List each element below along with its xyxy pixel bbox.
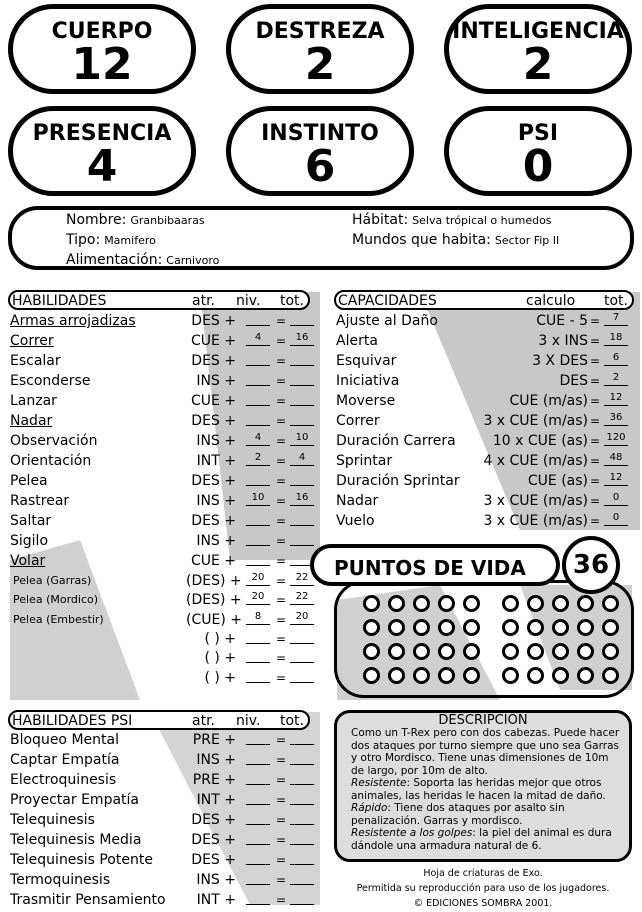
stat-destreza <box>226 4 414 94</box>
equals-sign: = <box>276 394 287 408</box>
col-calculo: calculo <box>526 293 576 309</box>
skill-attr: (DES) + <box>186 573 242 589</box>
health-circle[interactable] <box>438 667 455 684</box>
info-habitat <box>352 212 552 228</box>
psi-niv[interactable] <box>246 750 270 765</box>
info-mundos <box>352 232 559 248</box>
capacity-name: Correr <box>336 413 380 429</box>
tipo-value: Mamifero <box>104 234 156 247</box>
capacity-tot[interactable]: 12 <box>604 391 628 406</box>
puntos-de-vida-banner <box>310 544 560 586</box>
skill-tot[interactable] <box>290 471 314 486</box>
health-circle[interactable] <box>602 595 619 612</box>
mundos-value: Sector Fip II <box>494 234 560 247</box>
psi-title: HABILIDADES PSI <box>12 713 133 729</box>
golpes-label: Resistente a los golpes <box>351 827 473 839</box>
capacity-row <box>336 351 632 371</box>
equals-sign: = <box>589 354 600 368</box>
skill-niv[interactable]: 20 <box>246 590 270 605</box>
stat-presencia <box>8 106 196 196</box>
psi-name: Trasmitir Pensamiento <box>10 892 166 908</box>
psi-attr: INT + <box>196 892 236 908</box>
skill-tot[interactable]: 16 <box>290 331 314 346</box>
capacity-calc: 4 x CUE (m/as) <box>483 453 588 469</box>
nombre-value: Granbibaaras <box>130 214 205 227</box>
capacity-calc: CUE - 5 <box>536 313 588 329</box>
stat-name: INSTINTO <box>261 121 379 146</box>
health-circle[interactable] <box>438 643 455 660</box>
equals-sign: = <box>276 414 287 428</box>
health-circle[interactable] <box>552 619 569 636</box>
habilidades-header <box>8 290 310 310</box>
skill-niv[interactable] <box>246 411 270 426</box>
capacity-tot[interactable]: 0 <box>604 511 628 526</box>
habilidades-title: HABILIDADES <box>12 293 107 309</box>
health-circle[interactable] <box>602 619 619 636</box>
equals-sign: = <box>589 514 600 528</box>
health-circle[interactable] <box>413 619 430 636</box>
col-niv: niv. <box>236 713 261 729</box>
capacity-name: Nadar <box>336 493 379 509</box>
health-circle[interactable] <box>463 667 480 684</box>
stat-value: 0 <box>522 141 554 192</box>
info-tipo <box>66 232 156 248</box>
stat-name: CUERPO <box>51 19 153 44</box>
capacity-row <box>336 451 632 471</box>
skill-tot[interactable] <box>290 351 314 366</box>
capacity-calc: 3 x INS <box>538 333 588 349</box>
stat-name: INTELIGENCIA <box>452 19 624 44</box>
psi-tot[interactable] <box>290 730 314 745</box>
health-circle[interactable] <box>413 595 430 612</box>
capacity-row <box>336 371 632 391</box>
health-circle[interactable] <box>463 595 480 612</box>
skill-attr: DES + <box>191 513 236 529</box>
nombre-label: Nombre: <box>66 212 127 228</box>
capacity-calc: CUE (as) <box>527 473 588 489</box>
psi-name: Captar Empatía <box>10 752 120 768</box>
psi-name: Electroquinesis <box>10 772 117 788</box>
health-circle[interactable] <box>502 595 519 612</box>
equals-sign: = <box>589 394 600 408</box>
psi-niv[interactable] <box>246 810 270 825</box>
capacity-name: Alerta <box>336 333 378 349</box>
skill-attr: (DES) + <box>186 592 242 609</box>
skill-niv[interactable] <box>246 511 270 526</box>
equals-sign: = <box>589 414 600 428</box>
health-circle[interactable] <box>388 643 405 660</box>
stat-inteligencia <box>444 4 632 94</box>
stat-name: PSI <box>517 121 559 146</box>
skill-tot[interactable]: 4 <box>290 451 314 466</box>
psi-attr: INS + <box>196 752 236 768</box>
skill-niv[interactable] <box>246 471 270 486</box>
psi-tot[interactable] <box>290 790 314 805</box>
skill-name: Esconderse <box>10 373 91 389</box>
skill-name: Armas arrojadizas <box>10 313 136 329</box>
health-circle[interactable] <box>602 643 619 660</box>
equals-sign: = <box>276 334 287 348</box>
skill-name: Pelea (Embestir) <box>13 612 104 626</box>
skill-attr: ( ) + <box>204 669 236 686</box>
psi-name: Termoquinesis <box>10 872 111 888</box>
descripcion-box <box>334 710 632 862</box>
skill-tot[interactable] <box>290 371 314 386</box>
skill-name: Correr <box>10 333 54 349</box>
capacity-tot[interactable]: 6 <box>604 351 628 366</box>
equals-sign: = <box>276 670 287 685</box>
habitat-value: Selva trópical o humedos <box>412 214 552 227</box>
psi-header <box>8 710 310 730</box>
skill-name: Escalar <box>10 353 61 369</box>
skill-tot[interactable] <box>290 411 314 426</box>
equals-sign: = <box>276 354 287 368</box>
skill-name: Pelea <box>10 473 48 489</box>
skill-tot[interactable]: 16 <box>290 491 314 506</box>
rapido-label: Rápido <box>351 802 388 814</box>
health-circle[interactable] <box>463 643 480 660</box>
skill-niv[interactable] <box>246 311 270 326</box>
stat-name: PRESENCIA <box>32 121 172 146</box>
stat-value: 6 <box>304 141 336 192</box>
psi-name: Proyectar Empatía <box>10 792 139 808</box>
equals-sign: = <box>276 631 287 646</box>
info-alimentacion <box>66 252 219 268</box>
capacity-name: Sprintar <box>336 453 393 469</box>
psi-attr: DES + <box>191 832 236 848</box>
capacity-calc: DES <box>559 373 588 389</box>
skill-tot[interactable] <box>290 511 314 526</box>
stat-cuerpo <box>8 4 196 94</box>
skill-name: Observación <box>10 433 98 449</box>
psi-tot[interactable] <box>290 850 314 865</box>
rapido-text: : Tiene dos ataques por asalto sin penalización. Garras y mordisco. <box>351 802 565 827</box>
skill-attr: ( ) + <box>204 630 236 647</box>
health-circle[interactable] <box>502 643 519 660</box>
skill-attr: INS + <box>196 493 236 509</box>
equals-sign: = <box>589 314 600 328</box>
equals-sign: = <box>276 454 287 468</box>
col-atr: atr. <box>192 293 215 309</box>
health-circle[interactable] <box>602 667 619 684</box>
equals-sign: = <box>276 833 287 847</box>
capacity-tot[interactable]: 18 <box>604 331 628 346</box>
capacity-name: Vuelo <box>336 513 375 529</box>
equals-sign: = <box>589 334 600 348</box>
capacity-row <box>336 431 632 451</box>
descripcion-title: DESCRIPCIÓN <box>438 713 528 728</box>
skill-name: Volar <box>10 553 46 569</box>
health-circle[interactable] <box>552 595 569 612</box>
creature-info-box <box>8 206 634 270</box>
psi-attr: INS + <box>196 872 236 888</box>
equals-sign: = <box>276 873 287 887</box>
equals-sign: = <box>276 593 287 608</box>
psi-niv[interactable] <box>246 770 270 785</box>
psi-tot[interactable] <box>290 870 314 885</box>
psi-tot[interactable] <box>290 890 314 905</box>
skill-niv[interactable] <box>246 648 270 663</box>
skill-attr: INS + <box>196 433 236 449</box>
psi-attr: INT + <box>196 792 236 808</box>
skill-tot[interactable] <box>290 668 314 683</box>
psi-attr: PRE + <box>192 772 236 788</box>
capacity-name: Esquivar <box>336 353 397 369</box>
psi-attr: PRE + <box>192 732 236 748</box>
capacity-name: Duración Sprintar <box>336 473 460 489</box>
stat-value: 12 <box>71 39 133 90</box>
stat-psi <box>444 106 632 196</box>
equals-sign: = <box>276 434 287 448</box>
capacity-tot[interactable]: 2 <box>604 371 628 386</box>
skill-name: Pelea (Mordico) <box>13 593 99 607</box>
capacity-tot[interactable]: 36 <box>604 411 628 426</box>
skill-attr: CUE + <box>190 553 236 569</box>
health-circles-box <box>334 580 634 698</box>
equals-sign: = <box>276 374 287 388</box>
psi-tot[interactable] <box>290 810 314 825</box>
puntos-de-vida-title: PUNTOS DE VIDA <box>334 556 526 580</box>
skill-attr: CUE + <box>190 333 236 349</box>
capacity-tot[interactable]: 48 <box>604 451 628 466</box>
psi-niv[interactable] <box>246 730 270 745</box>
skill-attr: INT + <box>196 453 236 469</box>
stat-value: 2 <box>304 39 336 90</box>
skill-attr: (CUE) + <box>186 611 242 628</box>
health-circle[interactable] <box>577 667 594 684</box>
skill-niv[interactable] <box>246 391 270 406</box>
health-circle[interactable] <box>552 667 569 684</box>
descripcion-text <box>351 727 623 852</box>
skill-tot[interactable]: 10 <box>290 431 314 446</box>
health-circle[interactable] <box>363 643 380 660</box>
psi-niv[interactable] <box>246 790 270 805</box>
skill-niv[interactable] <box>246 668 270 683</box>
health-circle[interactable] <box>438 619 455 636</box>
capacity-row <box>336 471 632 491</box>
equals-sign: = <box>276 534 287 548</box>
equals-sign: = <box>589 374 600 388</box>
capacity-calc: 3 x CUE (m/as) <box>483 513 588 529</box>
equals-sign: = <box>276 554 287 568</box>
capacity-calc: 10 x CUE (as) <box>492 433 588 449</box>
skill-tot[interactable] <box>290 311 314 326</box>
equals-sign: = <box>276 314 287 328</box>
equals-sign: = <box>276 793 287 807</box>
equals-sign: = <box>276 514 287 528</box>
skill-tot[interactable] <box>290 648 314 663</box>
equals-sign: = <box>276 494 287 508</box>
col-niv: niv. <box>236 293 261 309</box>
skill-attr: DES + <box>191 353 236 369</box>
skill-niv[interactable] <box>246 371 270 386</box>
skill-attr: DES + <box>191 473 236 489</box>
skill-attr: ( ) + <box>204 650 236 667</box>
health-circle[interactable] <box>363 619 380 636</box>
psi-name: Telequinesis Potente <box>10 852 153 868</box>
skill-tot[interactable]: 22 <box>290 590 314 605</box>
col-tot: tot. <box>604 293 628 309</box>
stat-instinto <box>226 106 414 196</box>
capacity-name: Duración Carrera <box>336 433 456 449</box>
equals-sign: = <box>589 434 600 448</box>
health-circle[interactable] <box>388 595 405 612</box>
equals-sign: = <box>589 494 600 508</box>
skill-attr: DES + <box>191 313 236 329</box>
stat-value: 2 <box>522 39 554 90</box>
health-circle[interactable] <box>463 619 480 636</box>
psi-tot[interactable] <box>290 770 314 785</box>
stat-name: DESTREZA <box>255 19 385 44</box>
alimentacion-value: Carnivoro <box>166 254 220 267</box>
health-circle[interactable] <box>527 595 544 612</box>
capacity-calc: 3 X DES <box>532 353 588 369</box>
descripcion-p1: Como un T-Rex pero con dos cabezas. Puede hacer dos ataques por turno siempre que uno sea Garras y otro Mordisco. Tiene unas dimensiones de 10m de largo, por 10m de alto. <box>351 727 620 777</box>
resistente-text: : Soporta las heridas mejor que otros animales, las heridas le hacen la mitad de daño. <box>351 777 606 802</box>
capacity-row <box>336 311 632 331</box>
footer-line2: Permitida su reproducción para uso de los jugadores. <box>356 883 610 894</box>
stat-value: 4 <box>86 141 118 192</box>
skill-attr: INS + <box>196 533 236 549</box>
psi-niv[interactable] <box>246 870 270 885</box>
capacity-row <box>336 411 632 431</box>
health-circle[interactable] <box>577 643 594 660</box>
equals-sign: = <box>589 454 600 468</box>
equals-sign: = <box>276 893 287 907</box>
skill-name: Orientación <box>10 453 92 469</box>
skill-niv[interactable]: 4 <box>246 331 270 346</box>
capacity-name: Ajuste al Daño <box>336 313 438 329</box>
health-circle[interactable] <box>527 643 544 660</box>
health-circle[interactable] <box>552 643 569 660</box>
skill-niv[interactable] <box>246 531 270 546</box>
skill-niv[interactable]: 4 <box>246 431 270 446</box>
col-tot: tot. <box>280 293 304 309</box>
psi-tot[interactable] <box>290 830 314 845</box>
psi-name: Telequinesis Media <box>10 832 142 848</box>
capacity-name: Moverse <box>336 393 396 409</box>
resistente-label: Resistente <box>351 777 407 789</box>
golpes-text: : la piel del animal es dura dándole una armadura natural de 6. <box>351 827 612 852</box>
health-circle[interactable] <box>438 595 455 612</box>
psi-attr: DES + <box>191 812 236 828</box>
health-circle[interactable] <box>413 643 430 660</box>
puntos-de-vida-value: 36 <box>562 536 620 594</box>
skill-niv[interactable]: 10 <box>246 491 270 506</box>
psi-name: Telequinesis <box>10 812 95 828</box>
health-circle[interactable] <box>363 595 380 612</box>
habitat-label: Hábitat: <box>352 212 409 228</box>
equals-sign: = <box>276 773 287 787</box>
col-atr: atr. <box>192 713 215 729</box>
footer-line3: © EDICIONES SOMBRA 2001. <box>413 898 553 909</box>
info-nombre <box>66 212 205 228</box>
psi-niv[interactable] <box>246 850 270 865</box>
psi-niv[interactable] <box>246 830 270 845</box>
health-circle[interactable] <box>527 619 544 636</box>
health-circle[interactable] <box>363 667 380 684</box>
capacity-tot[interactable]: 7 <box>604 311 628 326</box>
skill-name: Sigilo <box>10 533 49 549</box>
skill-niv[interactable] <box>246 629 270 644</box>
skill-tot[interactable]: 20 <box>290 610 314 625</box>
skill-niv[interactable] <box>246 351 270 366</box>
health-circle[interactable] <box>502 667 519 684</box>
equals-sign: = <box>589 474 600 488</box>
skill-niv[interactable]: 2 <box>246 451 270 466</box>
capacity-row <box>336 491 632 511</box>
capacity-tot[interactable]: 12 <box>604 471 628 486</box>
equals-sign: = <box>276 853 287 867</box>
equals-sign: = <box>276 651 287 666</box>
skill-tot[interactable] <box>290 629 314 644</box>
skill-name: Pelea (Garras) <box>13 574 92 587</box>
equals-sign: = <box>276 733 287 747</box>
capacity-tot[interactable]: 120 <box>604 431 628 446</box>
skill-tot[interactable] <box>290 531 314 546</box>
skill-attr: DES + <box>191 413 236 429</box>
equals-sign: = <box>276 612 287 627</box>
psi-niv[interactable] <box>246 890 270 905</box>
alimentacion-label: Alimentación: <box>66 252 163 268</box>
health-circle[interactable] <box>502 619 519 636</box>
capacity-calc: 3 x CUE (m/as) <box>483 413 588 429</box>
capacity-row <box>336 391 632 411</box>
equals-sign: = <box>276 474 287 488</box>
skill-attr: CUE + <box>190 393 236 409</box>
skill-tot[interactable]: 22 <box>290 571 314 586</box>
psi-name: Bloqueo Mental <box>10 732 119 748</box>
capacidades-header <box>334 290 634 310</box>
equals-sign: = <box>276 574 287 588</box>
capacity-calc: CUE (m/as) <box>509 393 588 409</box>
skill-niv[interactable]: 8 <box>246 610 270 625</box>
col-tot: tot. <box>280 713 304 729</box>
health-circle[interactable] <box>577 595 594 612</box>
capacity-row <box>336 511 632 531</box>
health-circle[interactable] <box>388 619 405 636</box>
health-circle[interactable] <box>388 667 405 684</box>
health-circle[interactable] <box>577 619 594 636</box>
skill-name: Lanzar <box>10 393 57 409</box>
skill-attr: INS + <box>196 373 236 389</box>
tipo-label: Tipo: <box>66 232 101 248</box>
capacity-calc: 3 x CUE (m/as) <box>483 493 588 509</box>
skill-niv[interactable] <box>246 551 270 566</box>
health-circle[interactable] <box>527 667 544 684</box>
psi-attr: DES + <box>191 852 236 868</box>
equals-sign: = <box>276 753 287 767</box>
footer-line1: Hoja de criaturas de Exo. <box>423 868 543 879</box>
equals-sign: = <box>276 813 287 827</box>
mundos-label: Mundos que habita: <box>352 232 491 248</box>
capacidades-title: CAPACIDADES <box>338 293 437 309</box>
skill-name: Saltar <box>10 513 52 529</box>
skill-niv[interactable]: 20 <box>246 571 270 586</box>
skill-tot[interactable] <box>290 391 314 406</box>
skill-name: Rastrear <box>10 493 70 509</box>
skill-name: Nadar <box>10 413 53 429</box>
capacity-tot[interactable]: 0 <box>604 491 628 506</box>
psi-tot[interactable] <box>290 750 314 765</box>
capacity-name: Iniciativa <box>336 373 400 389</box>
capacity-row <box>336 331 632 351</box>
health-circle[interactable] <box>413 667 430 684</box>
